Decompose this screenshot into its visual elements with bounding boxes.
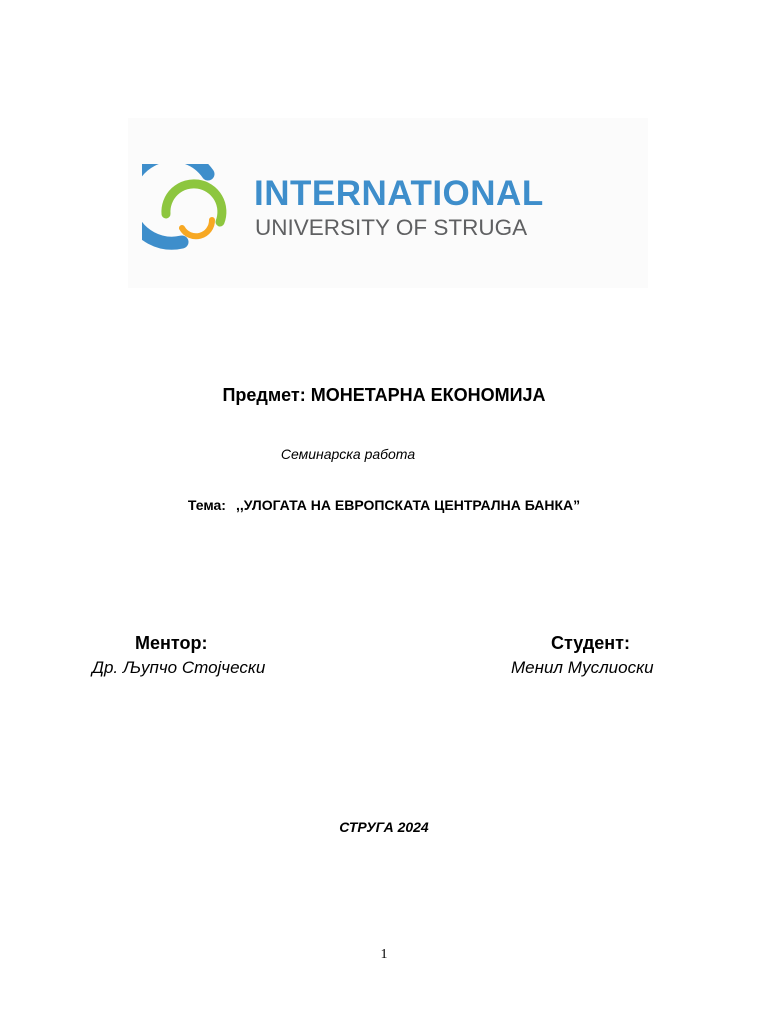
- topic-value: ,,УЛОГАТА НА ЕВРОПСКАТА ЦЕНТРАЛНА БАНКА”: [235, 497, 581, 513]
- logo-title: INTERNATIONAL: [254, 174, 544, 213]
- logo-ring-blue: [142, 164, 208, 243]
- mentor-label: Ментор:: [135, 633, 208, 653]
- logo-subtitle: UNIVERSITY OF STRUGA: [255, 215, 528, 240]
- place-year: СТРУГА 2024: [339, 819, 429, 835]
- mentor-name: Др. Љупчо Стојчески: [92, 658, 266, 677]
- logo-ring-orange: [182, 220, 212, 236]
- document-type: Семинарска работа: [280, 446, 416, 462]
- student-label: Студент:: [551, 633, 630, 653]
- logo-ring-green: [166, 184, 222, 222]
- university-emblem-icon: [142, 164, 242, 254]
- university-logo: [128, 118, 648, 288]
- subject-line: [0, 385, 768, 406]
- topic-line: [0, 497, 768, 513]
- subject-value: МОНЕТАРНА ЕКОНОМИЈА: [310, 385, 546, 405]
- subject-label: Предмет:: [222, 385, 306, 405]
- topic-label: Тема:: [187, 497, 226, 513]
- student-name: Менил Муслиоски: [511, 658, 654, 677]
- page-number: 1: [380, 947, 388, 962]
